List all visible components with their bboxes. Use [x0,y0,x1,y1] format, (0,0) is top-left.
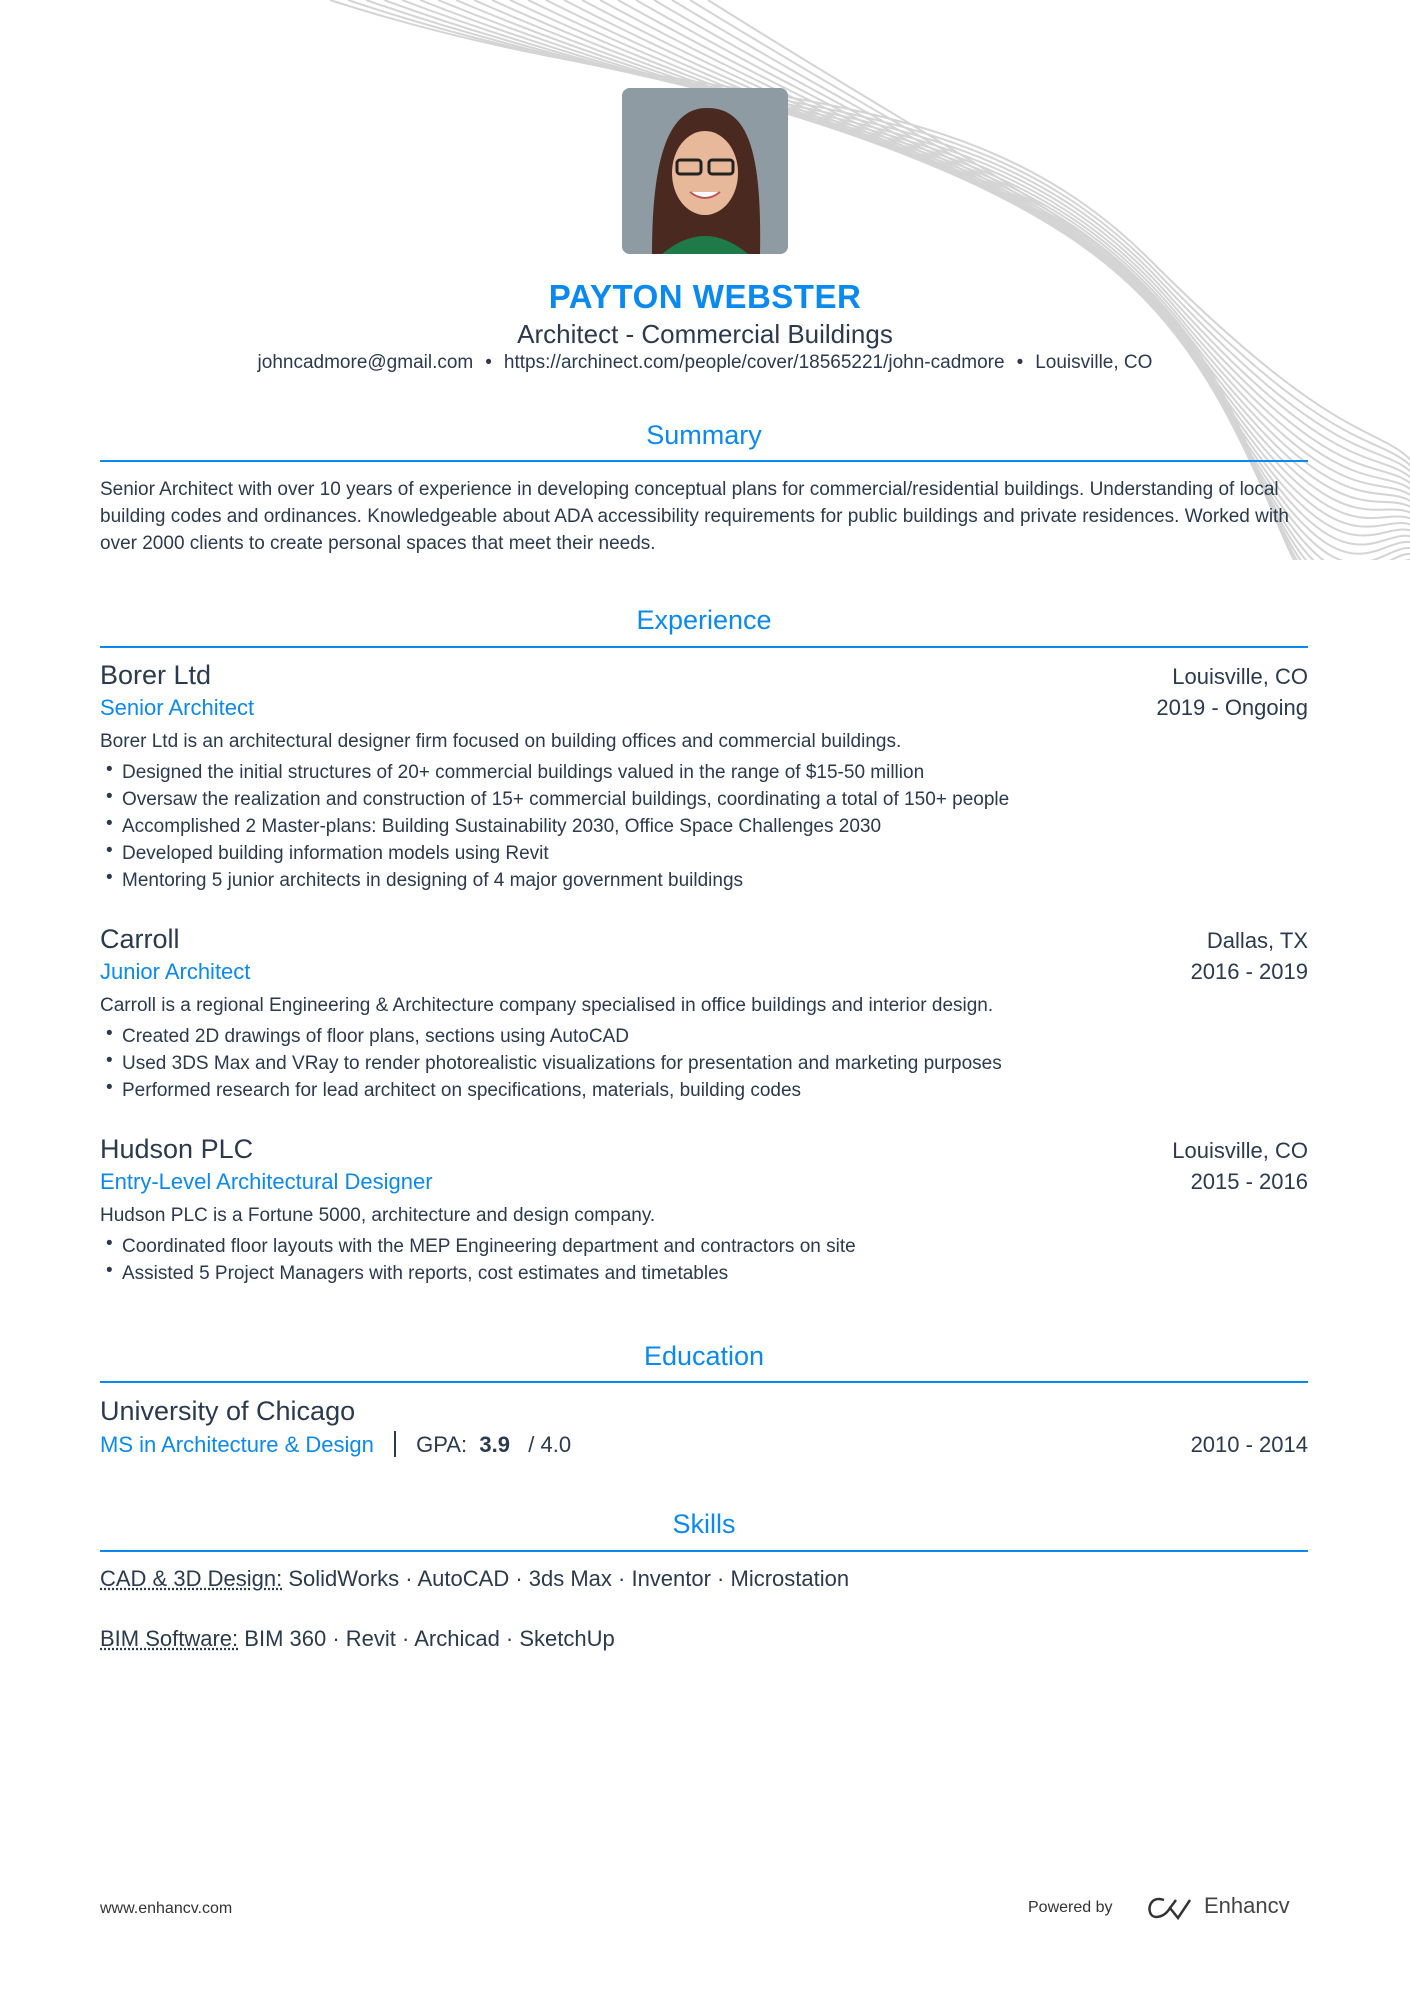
enhancv-logo-icon [1146,1896,1194,1927]
wave-line [384,0,1410,486]
education-entry [100,1396,1308,1458]
company-description: Borer Ltd is an architectural designer firm focused on building offices and commercial buildings. [100,731,902,752]
bullet-item: • Performed research for lead architect on specifications, materials, building codes [100,1077,1308,1104]
bullet-item: • Used 3DS Max and VRay to render photorealistic visualizations for presentation and marketing purposes [100,1050,1308,1077]
degree: MS in Architecture & Design [100,1432,374,1457]
wave-line [366,0,1410,481]
bullet-item: • Developed building information models using Revit [100,840,1308,867]
summary-heading: Summary [646,420,762,450]
divider [100,1550,1308,1552]
footer-website[interactable]: www.enhancv.com [100,1900,233,1917]
skill-group-label: CAD & 3D Design: [100,1566,283,1591]
job-role: Entry-Level Architectural Designer [100,1169,433,1194]
job-location: Louisville, CO [1172,664,1308,689]
education-dates: 2010 - 2014 [1190,1432,1308,1457]
skill-group [100,1626,615,1652]
company-name: Borer Ltd [100,660,212,690]
divider [100,460,1308,462]
separator: • [1016,352,1024,373]
education-heading: Education [643,1341,765,1371]
bullet-item: • Mentoring 5 junior architects in designing of 4 major government buildings [100,867,1308,894]
skill-group [100,1566,849,1592]
candidate-name: PAYTON WEBSTER [548,278,862,315]
job-entry [100,1134,1308,1287]
job-role: Senior Architect [100,695,255,720]
divider [100,646,1308,648]
gpa-label: GPA: [416,1432,468,1457]
company-description: Hudson PLC is a Fortune 5000, architecture and design company. [100,1205,656,1226]
skill-items: SolidWorks · AutoCAD · 3ds Max · Inventor · Microstation [288,1566,850,1591]
bullet-item: • Assisted 5 Project Managers with reports, cost estimates and timetables [100,1260,1308,1287]
wave-line [402,0,1410,492]
location: Louisville, CO [1035,352,1153,373]
candidate-title: Architect - Commercial Buildings [517,319,893,349]
company-name: Carroll [100,924,180,954]
job-role: Junior Architect [100,959,251,984]
separator: • [485,352,492,373]
job-entry [100,660,1308,894]
skills-heading: Skills [672,1509,736,1539]
job-location: Louisville, CO [1172,1138,1308,1163]
job-dates: 2019 - Ongoing [1156,695,1308,720]
bullet-item: • Coordinated floor layouts with the MEP Engineering department and contractors on site [100,1233,1308,1260]
skill-group-label: BIM Software: [100,1626,239,1651]
company-name: Hudson PLC [100,1134,254,1164]
bullet-item: • Created 2D drawings of floor plans, sections using AutoCAD [100,1023,1308,1050]
contact-info [0,352,1410,374]
company-description: Carroll is a regional Engineering & Architecture company specialised in office buildings and interior design. [100,995,994,1016]
divider [394,1431,396,1457]
skill-items: BIM 360 · Revit · Archicad · SketchUp [244,1626,615,1651]
email-link[interactable]: johncadmore@gmail.com [257,352,474,373]
gpa-value: 3.9 [479,1432,510,1457]
bullet-item: • Accomplished 2 Master-plans: Building Sustainability 2030, Office Space Challenges 2030 [100,813,1308,840]
job-entry [100,924,1308,1104]
website-link[interactable]: https://archinect.com/people/cover/18565221/john-cadmore [503,352,1005,373]
summary-text: Senior Architect with over 10 years of experience in developing conceptual plans for commercial/residential buildings. Understanding of local building codes and ordinances. Knowledgeable about ADA accessibility requirements for public buildings and private residences. Worked with over 2000 clients to create personal spaces that meet their needs. [100,479,1289,554]
divider [100,1381,1308,1383]
job-dates: 2015 - 2016 [1190,1169,1308,1194]
experience-heading: Experience [636,605,772,635]
bullet-item: • Oversaw the realization and construction of 15+ commercial buildings, coordinating a total of 150+ people [100,786,1308,813]
job-dates: 2016 - 2019 [1190,959,1308,984]
profile-photo [622,88,788,254]
gpa [416,1432,571,1457]
job-location: Dallas, TX [1206,928,1308,953]
school-name: University of Chicago [100,1396,356,1426]
gpa-max: / 4.0 [528,1432,572,1457]
powered-by-label: Powered by [1028,1899,1113,1916]
bullet-item: • Designed the initial structures of 20+ commercial buildings valued in the range of $15-50 million [100,759,1308,786]
enhancv-brand: Enhancv [1204,1893,1290,1918]
